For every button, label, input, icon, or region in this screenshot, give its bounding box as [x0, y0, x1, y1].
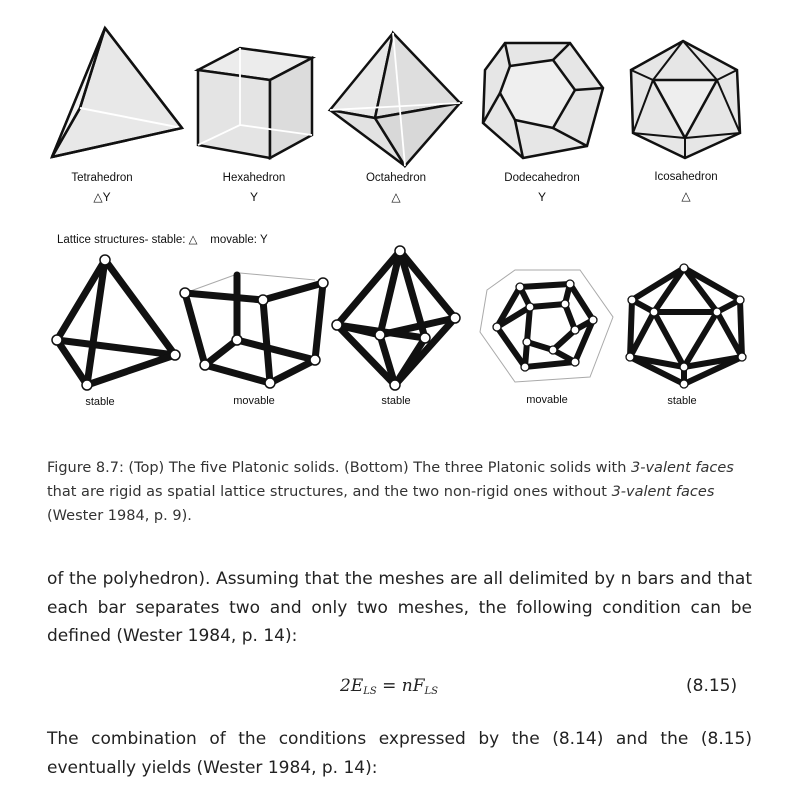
- lattice-label-tetrahedron: stable: [85, 396, 115, 408]
- solid-name-dodecahedron: Dodecahedron: [504, 172, 580, 184]
- octahedron-drawing: [325, 28, 465, 173]
- caption-prefix: Figure 8.7: (Top) The five Platonic solids. (Bottom) The three Platonic solids with: [47, 460, 632, 476]
- icosahedron-lattice-drawing: [622, 262, 750, 390]
- solid-symbol-dodecahedron: Y: [537, 190, 546, 204]
- octahedron-lattice-drawing: [325, 243, 465, 391]
- solid-name-octahedron: Octahedron: [365, 172, 427, 184]
- caption-emphasis-2: 3-valent faces: [611, 484, 715, 500]
- dodecahedron-lattice-drawing: [475, 262, 620, 390]
- lattice-label-octahedron: stable: [381, 395, 411, 407]
- caption-middle: that are rigid as spatial lattice structures, and the two non-rigid ones without: [47, 484, 612, 500]
- caption-suffix: (Wester 1984, p. 9).: [47, 508, 192, 524]
- tetrahedron-lattice-drawing: [45, 245, 195, 395]
- solid-name-tetrahedron: Tetrahedron: [71, 172, 133, 184]
- hexahedron-lattice-drawing: [175, 265, 335, 390]
- equation: [340, 676, 438, 697]
- lattice-label-hexahedron: movable: [233, 395, 275, 407]
- tetrahedron-drawing: [40, 20, 190, 165]
- lattice-label-icosahedron: stable: [667, 395, 697, 407]
- equation-subscript-2: LS: [424, 686, 439, 697]
- solid-name-icosahedron: Icosahedron: [654, 171, 718, 183]
- equation-number: (8.15): [686, 676, 738, 696]
- body-paragraph-2: The combination of the conditions expressed by the (8.14) and the (8.15) eventually yields (Wester 1984, p. 14):: [47, 729, 752, 778]
- solid-symbol-octahedron: △: [391, 190, 401, 204]
- equation-rhs: = nF: [376, 676, 425, 696]
- equation-lhs: 2E: [340, 676, 364, 696]
- caption-emphasis-1: 3-valent faces: [631, 460, 734, 476]
- body-paragraph-1: of the polyhedron). Assuming that the meshes are all delimited by n bars and that each bar separates two and only two meshes, the following condition can be defined (Wester 1984, p. 14):: [47, 569, 752, 646]
- dodecahedron-drawing: [475, 38, 610, 163]
- solid-symbol-hexahedron: Y: [249, 190, 258, 204]
- icosahedron-drawing: [625, 38, 750, 163]
- equation-subscript-1: LS: [363, 686, 377, 697]
- solid-symbol-tetrahedron: △Y: [93, 190, 111, 204]
- hexahedron-drawing: [190, 40, 320, 165]
- lattice-legend: Lattice structures- stable: △ movable: Y: [57, 234, 268, 246]
- figure-caption: [47, 456, 752, 528]
- solid-name-hexahedron: Hexahedron: [222, 172, 286, 184]
- lattice-label-dodecahedron: movable: [526, 394, 568, 406]
- solid-symbol-icosahedron: △: [681, 189, 691, 203]
